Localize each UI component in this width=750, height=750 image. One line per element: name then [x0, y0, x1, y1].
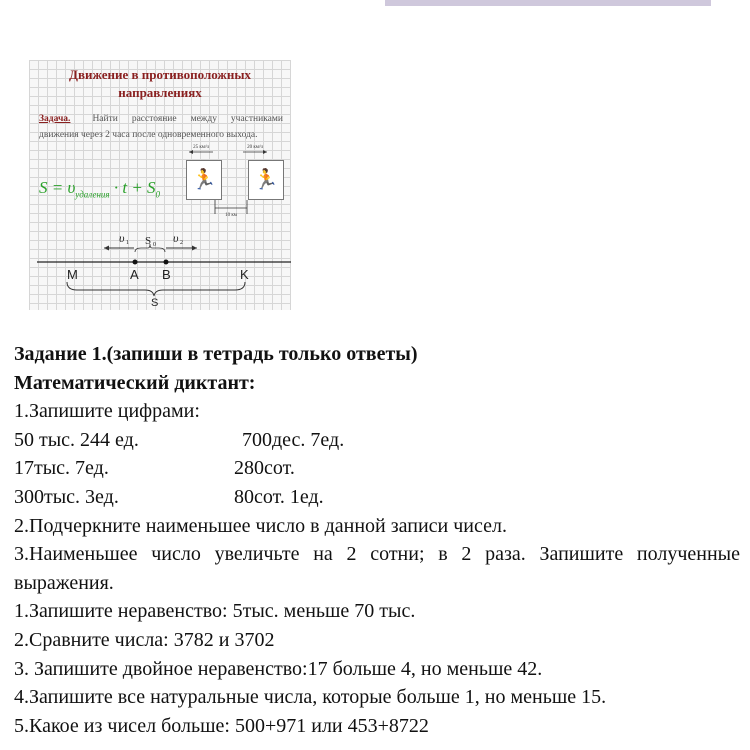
item-inequality: 1.Запишите неравенство: 5тыс. меньше 70 тыс. [14, 600, 416, 623]
formula-rest: · t + S [109, 178, 156, 197]
pair-left: 50 тыс. 244 ед. [14, 428, 139, 451]
item-double-inequality: 3. Запишите двойное неравенство:17 больше 4, но меньше 42. [14, 657, 543, 680]
item-write-digits: 1.Запишите цифрами: [14, 400, 200, 423]
s-brace [67, 282, 245, 296]
walker-left-icon: 🏃 [191, 169, 217, 191]
point-b-dot [164, 260, 169, 265]
v1-sub: 1 [126, 240, 129, 246]
assignment-text [14, 340, 740, 740]
formula-subscript-zero: 0 [155, 189, 161, 200]
distance-label: 10 км [225, 213, 237, 218]
s0-label: S [145, 235, 152, 247]
formula-main: S = υ [39, 178, 76, 197]
pair-right: 80сот. 1ед. [234, 485, 324, 508]
pair-right: 280сот. [234, 457, 295, 480]
figure-title-line1: Движение в противоположных [69, 67, 251, 82]
motion-diagram [29, 60, 291, 310]
dictation-heading: Математический диктант: [14, 371, 256, 394]
item-natural-numbers: 4.Запишите все натуральные числа, которые больше 1, но меньше 15. [14, 686, 607, 709]
item-underline: 2.Подчеркните наименьшее число в данной записи чисел. [14, 514, 507, 537]
v2-label: υ [173, 231, 179, 245]
assignment-heading: Задание 1.(запиши в тетрадь только ответы) [14, 343, 418, 365]
task-label: Задача. [39, 114, 71, 124]
formula-subscript: удаления [75, 189, 110, 200]
pair-row [14, 483, 740, 512]
lesson-figure [29, 60, 291, 310]
speed-left-arrowhead [189, 150, 193, 154]
pair-left: 300тыс. 3ед. [14, 485, 119, 508]
item-increase: 3.Наименьшее число увеличьте на 2 сотни; в 2 раза. Запишите полученные выражения. [14, 543, 740, 594]
speed-left-label: 25 км/ч [193, 145, 209, 150]
item-compare: 2.Сравните числа: 3782 и 3702 [14, 628, 275, 651]
point-m-label: M [67, 267, 78, 282]
v1-arrowhead [104, 246, 109, 251]
task-body: Найти расстояние между участниками движения через 2 часа после одновременного выхода. [39, 114, 283, 140]
speed-right-label: 20 км/ч [247, 145, 263, 150]
point-k-label: K [240, 267, 249, 282]
pair-row [14, 454, 740, 483]
top-decorative-bar [385, 0, 711, 6]
point-a-dot [133, 260, 138, 265]
pair-left: 17тыс. 7ед. [14, 457, 109, 480]
figure-title-line2: направлениях [118, 85, 202, 100]
v1-label: υ [119, 231, 125, 245]
pair-row [14, 426, 740, 455]
v2-sub: 2 [180, 240, 183, 246]
v2-arrowhead [192, 246, 197, 251]
speed-right-arrowhead [263, 150, 267, 154]
pair-right: 700дес. 7ед. [242, 428, 345, 451]
item-which-greater: 5.Какое из чисел больше: 500+971 или 453+8722 [14, 714, 429, 737]
s0-sub: 0 [153, 242, 156, 248]
point-a-label: A [130, 267, 139, 282]
s-label: S [151, 297, 159, 309]
walker-right-icon: 🏃 [253, 169, 279, 191]
point-b-label: B [162, 267, 171, 282]
